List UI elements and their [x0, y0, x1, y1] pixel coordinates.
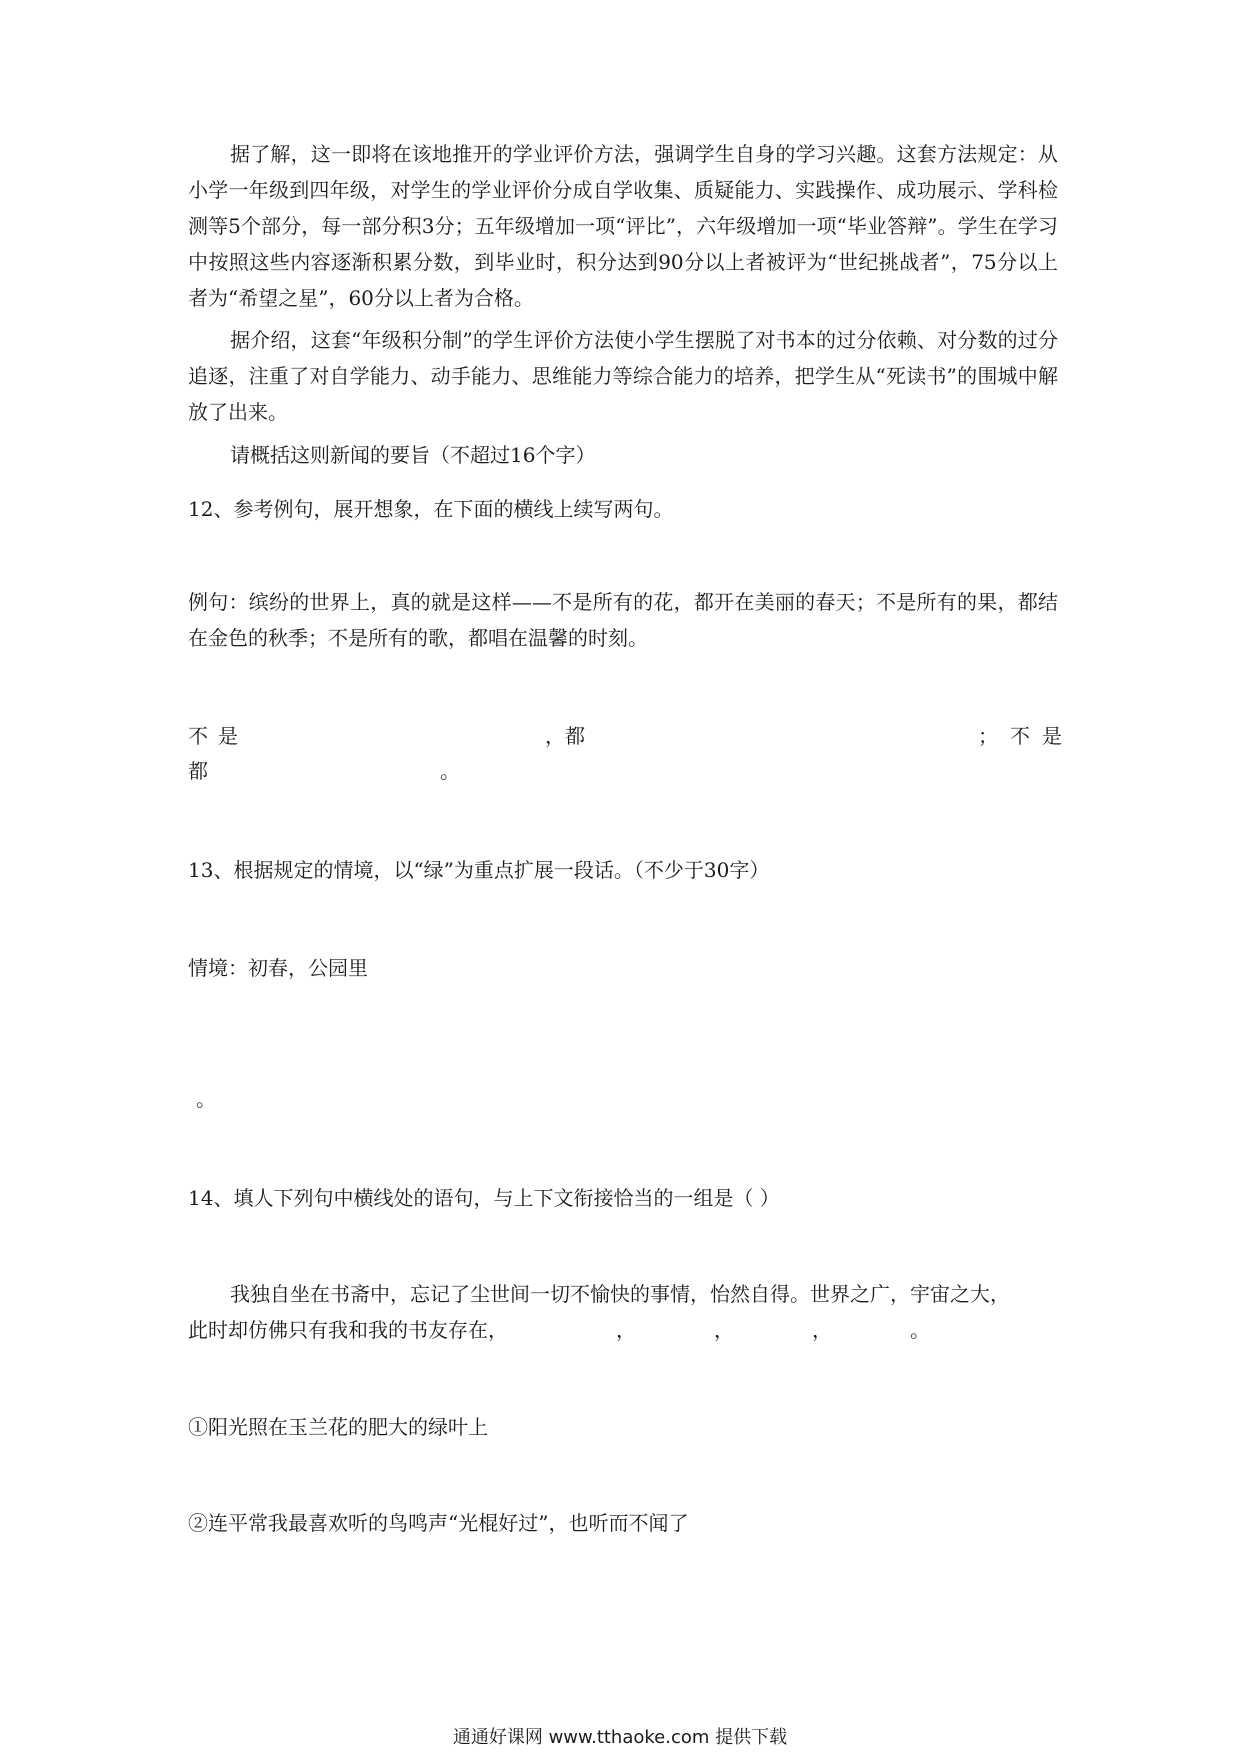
- option-1: ①阳光照在玉兰花的肥大的绿叶上: [188, 1415, 488, 1439]
- question-14-passage-line-2: 此时却仿佛只有我和我的书友存在，: [188, 1318, 508, 1342]
- question-13-title: 13、根据规定的情境，以“绿”为重点扩展一段话。（不少于30字）: [188, 858, 770, 882]
- question-12-title: 12、参考例句，展开想象，在下面的横线上续写两句。: [188, 497, 674, 521]
- blank-end-mark: 。: [910, 1318, 930, 1342]
- news-paragraph-2: 据介绍，这套“年级积分制”的学生评价方法使小学生摆脱了对书本的过分依赖、对分数的过分追逐，注重了对自学能力、动手能力、思维能力等综合能力的培养，把学生从“死读书”的围城中解放了出来。: [188, 328, 1058, 424]
- question-14-title: 14、填人下列句中横线处的语句，与上下文衔接恰当的一组是（ ）: [188, 1186, 780, 1210]
- news-summary-prompt: 请概括这则新闻的要旨（不超过16个字）: [230, 443, 596, 467]
- question-13-context: 情境：初春，公园里: [188, 956, 368, 980]
- blank-separator-2: ，: [714, 1318, 734, 1342]
- footer-download-note: 通通好课网 www.tthaoke.com 提供下载: [452, 1727, 788, 1748]
- question-13-end-mark: 。: [196, 1087, 216, 1111]
- question-14-passage-line-1: 我独自坐在书斋中，忘记了尘世间一切不愉快的事情，怡然自得。世界之广，宇宙之大，: [230, 1282, 1010, 1306]
- fill-line-2-end: 。: [440, 759, 460, 783]
- news-paragraph-1: 据了解，这一即将在该地推开的学业评价方法，强调学生自身的学习兴趣。这套方法规定：从小学一年级到四年级，对学生的学业评价分成自学收集、质疑能力、实践操作、成功展示、学科检测等5个部分，每一部分积3分；五年级增加一项“评比”，六年级增加一项“毕业答辩”。学生在学习中按照这些内容逐渐积累分数，到毕业时，积分达到90分以上者被评为“世纪挑战者”，75分以上者为“希望之星”，60分以上者为合格。: [188, 142, 1058, 310]
- blank-separator-3: ，: [812, 1318, 832, 1342]
- fill-line-mid: ，都: [545, 724, 585, 748]
- option-2: ②连平常我最喜欢听的鸟鸣声“光棍好过”，也听而不闻了: [188, 1511, 689, 1535]
- question-12-example: 例句：缤纷的世界上，真的就是这样——不是所有的花，都开在美丽的春天；不是所有的果，都结在金色的秋季；不是所有的歌，都唱在温馨的时刻。: [188, 590, 1058, 650]
- fill-line-2-start: 都: [188, 759, 208, 783]
- fill-line-end: ；不是: [978, 724, 1074, 748]
- fill-line-start: 不是: [188, 724, 248, 748]
- blank-separator-1: ，: [616, 1318, 636, 1342]
